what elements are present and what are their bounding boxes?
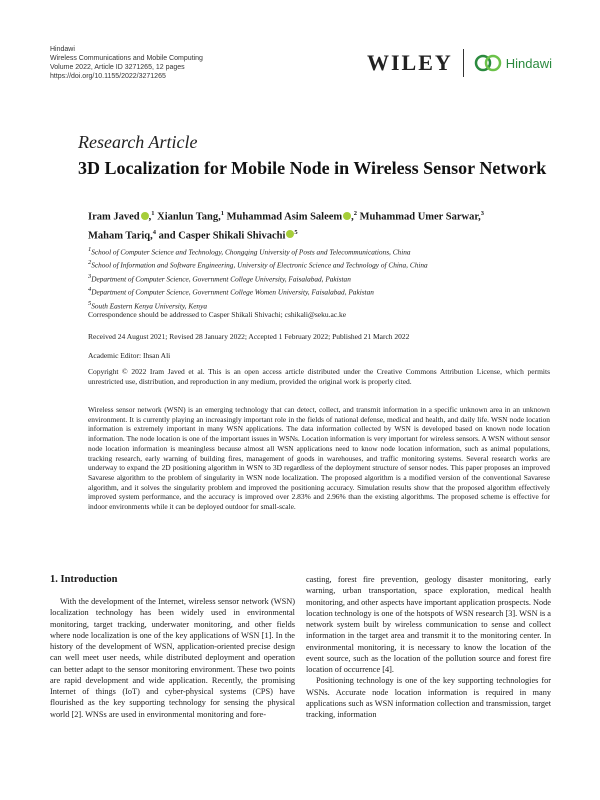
author-name: Casper Shikali Shivachi [178, 230, 286, 241]
author-name: Muhammad Asim Saleem [226, 211, 343, 223]
intro-paragraph: With the development of the Internet, wireless sensor network (WSN) localization technology has been widely used in environmental monitoring, target tracking, underwater monitoring, and other fields where node localization is one of the key applications of WSN [1]. In the history of the development of WSN, application-oriented precise design can well meet user needs, while distributed deployment and operation can better adapt to the sensor monitoring environment. These two points are rapid development and wide application. Recently, the promising Internet of things (IoT) and cyber-physical systems (CPS) have flourished as the key supporting technology for sensing the physical world [2]. WNSs are used in environmental monitoring and fore- [50, 597, 295, 719]
author-name: Muhammad Umer Sarwar [359, 211, 479, 223]
affiliation-sup: 5 [88, 299, 92, 307]
hindawi-logo-icon [474, 53, 502, 73]
intro-left-column [50, 596, 295, 720]
publisher-logos [367, 48, 552, 78]
copyright-notice: Copyright © 2022 Iram Javed et al. This is an open access article distributed under the Creative Commons Attribution License, which permits unrestricted use, distribution, and reproduction in any medium, provided the original work is properly cited. [88, 367, 550, 386]
affiliation-text: School of Information and Software Engineering, University of Electronic Science and Technology of China, China [91, 260, 428, 270]
orcid-icon[interactable] [141, 212, 149, 220]
wiley-logo: WILEY [366, 50, 453, 75]
intro-paragraph: Positioning technology is one of the key supporting technologies for WSNs. Accurate node location information is required in many applications such as WSN information collection and transmission, target tracking, information [306, 676, 551, 719]
journal-name: Wireless Communications and Mobile Computing [50, 55, 203, 62]
affiliation-list [88, 244, 548, 311]
affiliation-text: South Eastern Kenya University, Kenya [91, 301, 207, 311]
journal-meta [50, 45, 203, 81]
affiliation-sup: 2 [88, 259, 92, 267]
author-affil-sup: 4 [152, 228, 157, 236]
intro-right-column [306, 574, 551, 720]
academic-editor: Academic Editor: Ihsan Ali [88, 351, 171, 360]
author-affil-sup: 1 [151, 210, 155, 217]
doi-link[interactable]: https://doi.org/10.1155/2022/3271265 [50, 73, 166, 80]
article-title: 3D Localization for Mobile Node in Wireless Sensor Network [78, 158, 547, 178]
orcid-icon[interactable] [343, 212, 351, 220]
affiliation-item [88, 244, 548, 257]
affiliation-sup: 1 [88, 246, 92, 253]
publisher-name: Hindawi [50, 46, 75, 53]
affiliation-item [88, 271, 548, 284]
author-name: Xianlun Tang [157, 211, 219, 223]
publication-dates: Received 24 August 2021; Revised 28 January 2022; Accepted 1 February 2022; Published 21 March 2022 [88, 332, 410, 341]
intro-paragraph: casting, forest fire prevention, geology disaster monitoring, early warning, urban transportation, space exploration, medical health monitoring, and other aspects have important application prospects. Node location technology is one of the hotspots of WSN research [3]. WSN is a network system built by wireless communication to sense and collect information in the target area and transmit it to the monitoring center. In environmental monitoring, it is necessary to know the location of the event source, such as the location of the pollution source and forest fire location of occurrence [4]. [306, 575, 551, 674]
hindawi-logo-text: Hindawi [505, 55, 552, 71]
correspondence-note: Correspondence should be addressed to Casper Shikali Shivachi; cshikali@seku.ac.ke [88, 310, 347, 319]
section-heading: 1. Introduction [50, 574, 118, 585]
affiliation-sup: 3 [88, 272, 92, 280]
affiliation-text: Department of Computer Science, Government College University, Faisalabad, Pakistan [91, 274, 351, 284]
volume-info: Volume 2022, Article ID 3271265, 12 pages [50, 64, 185, 71]
abstract-text: Wireless sensor network (WSN) is an emerging technology that can detect, collect, and transmit information in a specific unknown area in an unknown environment. It is currently playing an increasingly important role in the fields of national defense, medical and health, and daily life. WSN node location information is extremely important in many WSN applications. The data information collected by WSN is developed based on known node location information. The node location is one of the important issues in WSNs. Location information is very important for wireless sensors. A WSN without sensor node location information is meaningless because almost all WSN applications need to know node location information, such as animal populations, tracking research, early warning of building fires, management of goods in warehouses, and traffic monitoring systems. Several research works are underway to expand the 2D positioning algorithm in WSN to 3D regardless of the deployment structure of sensor nodes. This paper proposes an improved Savarese algorithm to the problem of singularity in WSN node localization. The proposed algorithm is a modified version of the conventional Savarese algorithm, and it solves the singularity problem and improved the positioning accuracy. Simulation results show that the proposed algorithm effectively improved system performance, and the accuracy is improved over 2.83% and 2.96% than the existing algorithms. The proposed scheme is effective for indoor environments while it can be deployed outdoor for small-scale. [88, 405, 550, 512]
affiliation-sup: 4 [88, 286, 92, 294]
author-list: Iram Javed ,$^1$ Xianlun Tang,$^1$ Muhammad Asim Saleem ,$^2$ Muhammad Umer Sarwar,$^3$ Maham Tariq,$^4$ and Casper Shikali Shivachi $^5$ [88, 210, 484, 241]
article-type: Research Article [78, 132, 198, 152]
affiliation-text: School of Computer Science and Technology, Chongqing University of Posts and Telecommunications, China [91, 247, 411, 257]
logo-divider [463, 49, 464, 77]
author-affil-sup: 3 [480, 210, 484, 217]
affiliation-item [88, 257, 548, 270]
affiliation-item [88, 284, 548, 297]
author-name: Maham Tariq [88, 230, 151, 241]
author-affil-sup: 5 [294, 228, 298, 236]
author-affil-sup: 1 [220, 210, 225, 217]
author-affil-sup: 2 [353, 210, 358, 217]
affiliation-text: Department of Computer Science, Government College Women University, Faisalabad, Pakistan [91, 287, 374, 297]
author-name: Iram Javed [88, 211, 140, 223]
